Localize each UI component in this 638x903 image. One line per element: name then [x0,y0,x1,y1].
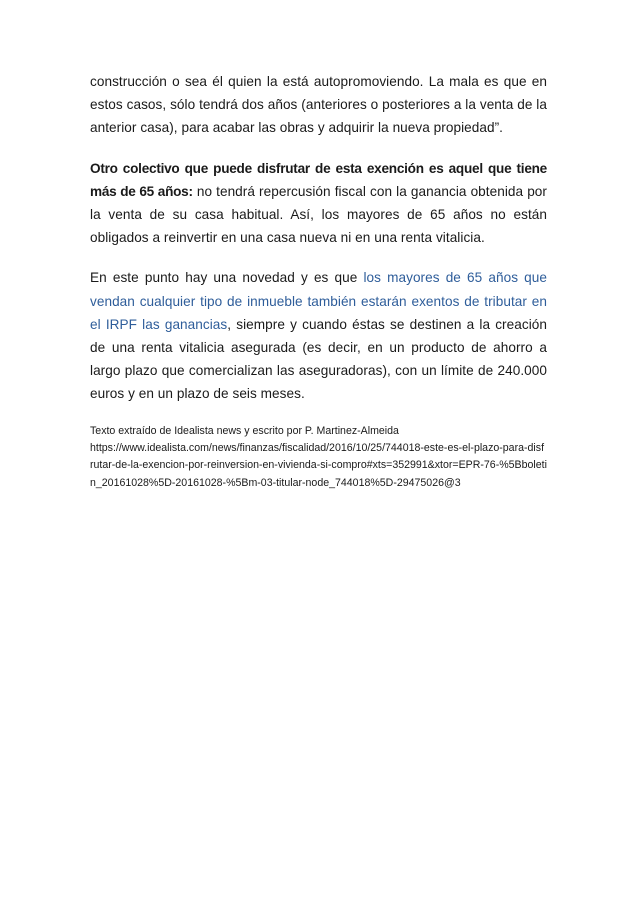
source-credit: Texto extraído de Idealista news y escrito por P. Martinez-Almeida [90,424,399,437]
source-citation [90,423,547,493]
paragraph-novelty-start: En este punto hay una novedad y es que [90,270,364,286]
highlighted-link-text[interactable]: los mayores de 65 años que vendan cualquier tipo de inmueble también estarán exentos de tributar en el IRPF las ganancias [90,270,547,332]
paragraph-novelty-end: , siempre y cuando éstas se destinen a la creación de una renta vitalicia asegurada (es decir, en un producto de ahorro a largo plazo que comercializan las aseguradoras), con un límite de 240.000 euros y en un plazo de seis meses. [90,316,547,402]
paragraph-novelty [90,266,547,405]
paragraph-over-65-text: no tendrá repercusión fiscal con la ganancia obtenida por la venta de su casa habitual. Así, los mayores de 65 años no están obligados a reinvertir en una casa nueva ni en una renta vitalicia. [90,183,547,246]
paragraph-over-65-bold: Otro colectivo que puede disfrutar de esta exención es aquel que tiene más de 65 años: [90,160,547,199]
source-url[interactable]: https://www.idealista.com/news/finanzas/fiscalidad/2016/10/25/744018-este-es-el-plazo-para-disfrutar-de-la-exencion-por-reinversion-en-vivienda-si-compro#xts=352991&xtor=EPR-76-%5Bboletin_20161028%5D-20161028-%5Bm-03-titular-node_744018%5D-29475026@3 [90,442,547,489]
paragraph-over-65 [90,157,547,250]
paragraph-construction-text: construcción o sea él quien la está autopromoviendo. La mala es que en estos casos, sólo tendrá dos años (anteriores o posteriores a la venta de la anterior casa), para acabar las obras y adquirir la nueva propiedad”. [90,74,547,136]
document-page [90,70,547,492]
paragraph-construction [90,70,547,140]
